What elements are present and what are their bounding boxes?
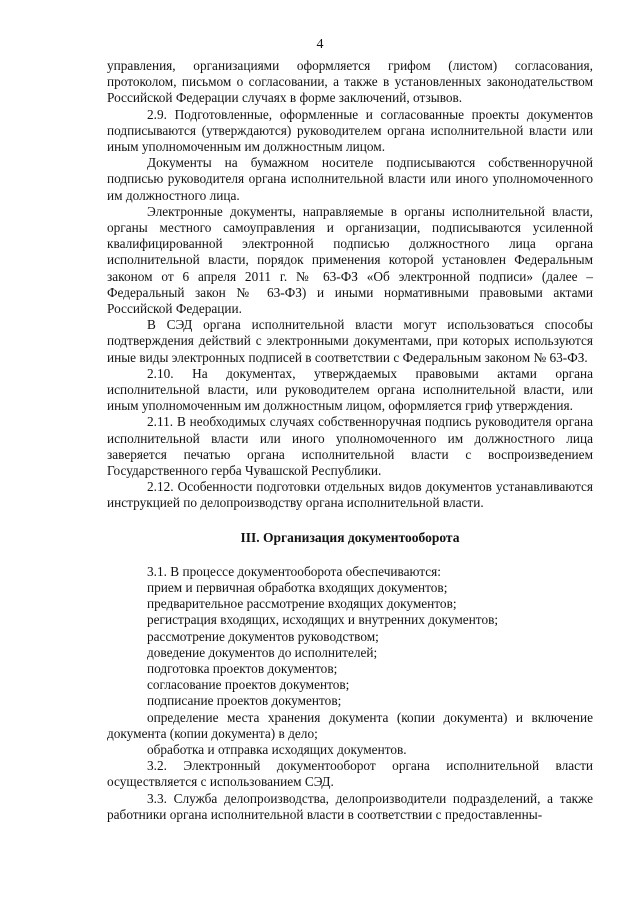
list-item: согласование проектов документов;: [147, 677, 350, 693]
paragraph-3-3: 3.3. Служба делопроизводства, делопроизводители подразделений, а также работники органа исполнительной власти в соответствии с предоставленны-: [107, 790, 593, 822]
list-item: доведение документов до исполнителей;: [147, 644, 378, 660]
page-number: 4: [316, 37, 324, 52]
paragraph-2-9: 2.9. Подготовленные, оформленные и согласованные проекты документов подписываются (утверждаются) руководителем органа исполнительной власти или иным уполномоченным им должностным лицом.: [107, 106, 593, 155]
paragraph-3-1: 3.1. В процессе документооборота обеспечиваются:: [147, 563, 441, 579]
paragraph-electronic-documents: Электронные документы, направляемые в органы исполнительной власти, органы местного самоуправления и организации, подписываются усиленной квалифицированной электронной подписью должностного лица органа исполнительной власти, порядок применения которой установлен Федеральным законом от 6 апреля 2011 г. № 63-ФЗ «Об электронной подписи» (далее – Федеральный закон № 63-ФЗ) и иными нормативными правовыми актами Российской Федерации.: [107, 203, 593, 317]
list-item: прием и первичная обработка входящих документов;: [147, 579, 448, 595]
paragraph-3-2: 3.2. Электронный документооборот органа исполнительной власти осуществляется с использованием СЭД.: [107, 758, 593, 790]
list-item: подготовка проектов документов;: [147, 660, 338, 676]
list-item: регистрация входящих, исходящих и внутренних документов;: [147, 612, 499, 628]
section-heading: III. Организация документооборота: [240, 529, 460, 545]
paragraph-sed-confirmation: В СЭД органа исполнительной власти могут использоваться способы подтверждения действий с электронными документами, при которых используются иные виды электронных подписей в соответствии с Федеральным законом № 63-ФЗ.: [107, 317, 593, 365]
paragraph-continuation: управления, организациями оформляется грифом (листом) согласования, протоколом, письмом о согласовании, а также в установленных законодательством Российской Федерации случаях в форме заключений, отзывов.: [107, 58, 593, 106]
list-item: определение места хранения документа (копии документа) и включение документа (копии документа) в дело;: [107, 709, 593, 741]
paragraph-paper-documents: Документы на бумажном носителе подписываются собственноручной подписью руководителя органа исполнительной власти или иного уполномоченного им должностного лица.: [107, 155, 593, 203]
list-item: рассмотрение документов руководством;: [147, 628, 379, 644]
list-item: подписание проектов документов;: [147, 693, 342, 709]
list-item: предварительное рассмотрение входящих документов;: [147, 596, 457, 612]
paragraph-2-11: 2.11. В необходимых случаях собственноручная подпись руководителя органа исполнительной власти или иного уполномоченного им должностного лица заверяется печатью органа исполнительной власти с воспроизведением Государственного герба Чувашской Республики.: [107, 414, 593, 479]
document-body: [107, 58, 593, 823]
paragraph-2-10: 2.10. На документах, утверждаемых правовыми актами органа исполнительной власти, или руководителем органа исполнительной власти, или иным уполномоченным им должностным лицом, оформляется гриф утверждения.: [107, 365, 593, 414]
paragraph-2-12: 2.12. Особенности подготовки отдельных видов документов устанавливаются инструкцией по делопроизводству органа исполнительной власти.: [107, 479, 593, 511]
list-item: обработка и отправка исходящих документов.: [147, 741, 407, 757]
